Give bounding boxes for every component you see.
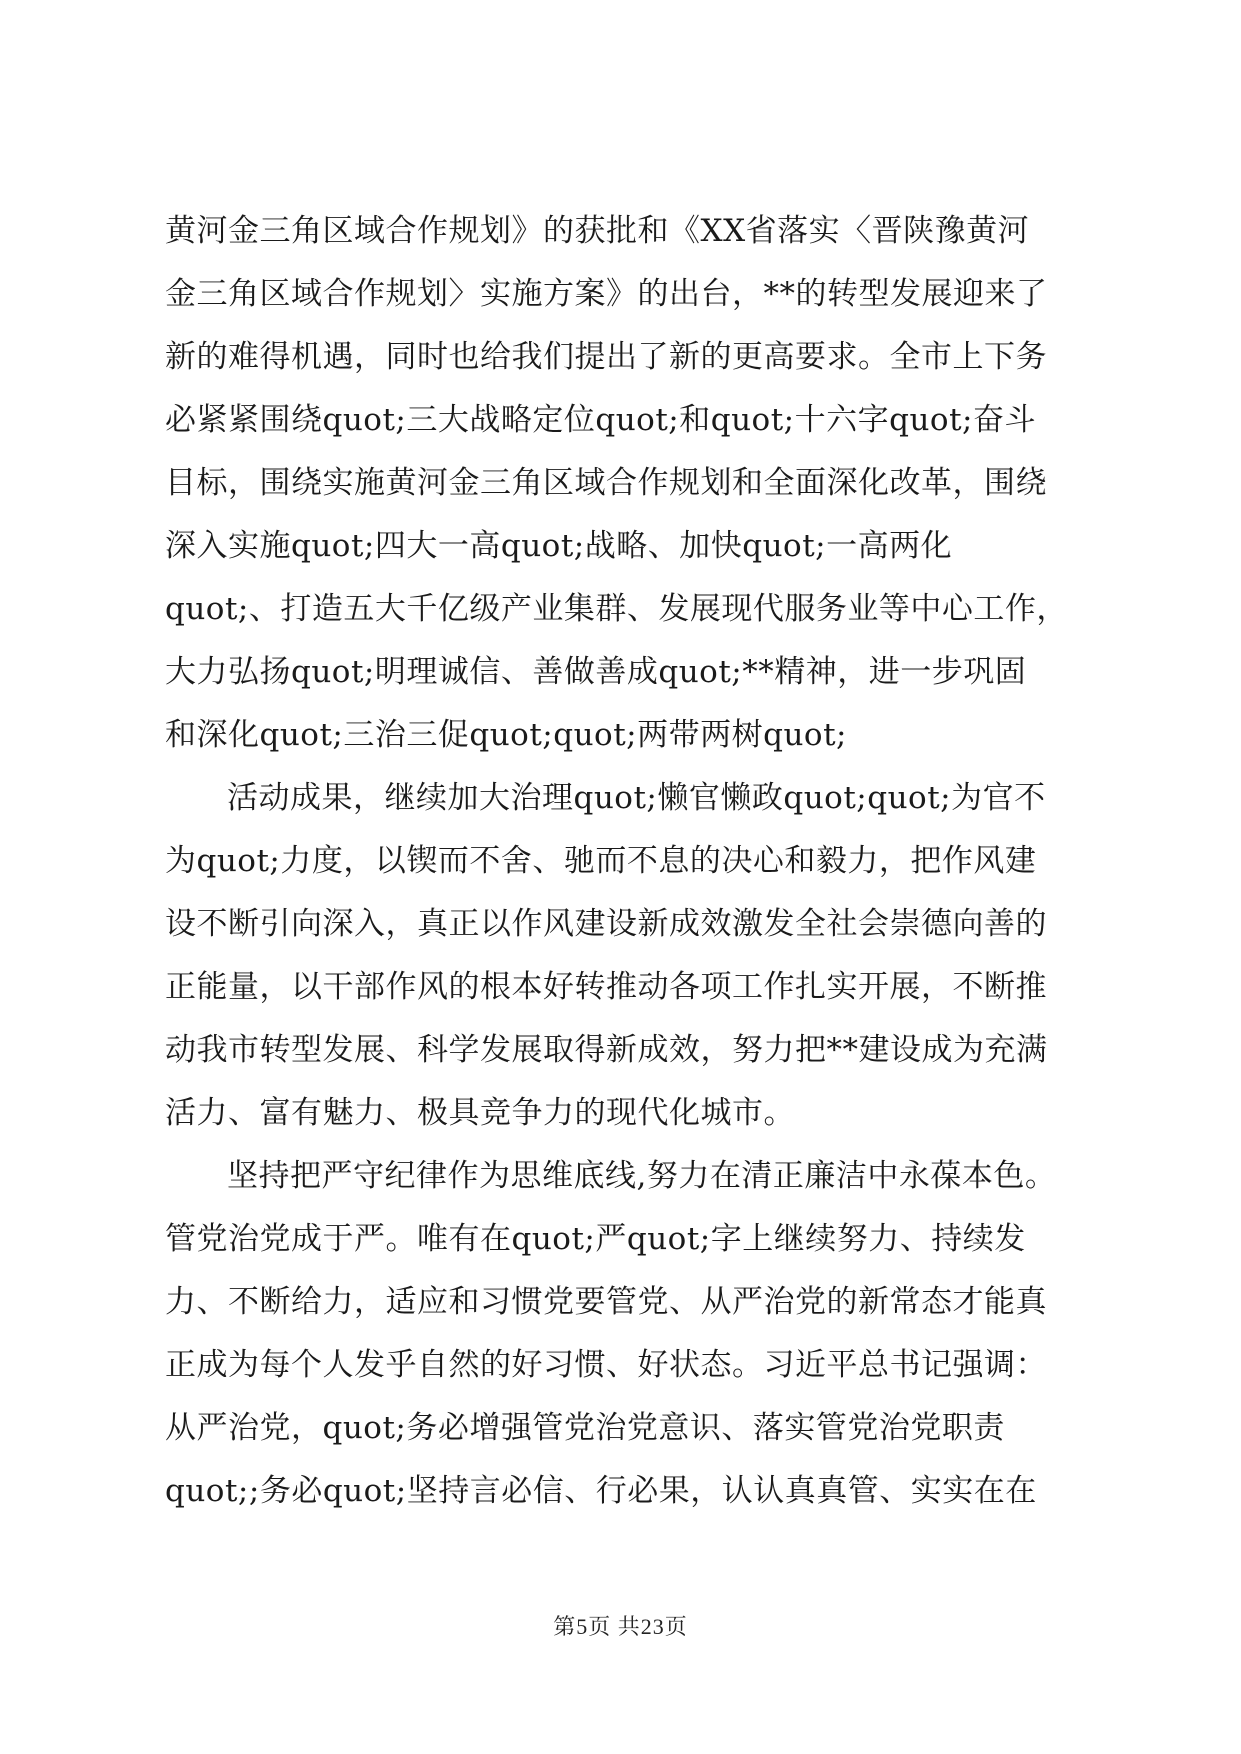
text-line: 管党治党成于严。唯有在quot;严quot;字上继续努力、持续发 (165, 1221, 1026, 1257)
text-line: 为quot;力度，以锲而不舍、驰而不息的决心和毅力，把作风建 (165, 843, 1037, 879)
document-body (165, 200, 1085, 1523)
text-line: 目标，围绕实施黄河金三角区域合作规划和全面深化改革，围绕 (165, 465, 1047, 501)
text-line: 大力弘扬quot;明理诚信、善做善成quot;**精神，进一步巩固 (165, 654, 1027, 690)
text-line: 黄河金三角区域合作规划》的获批和《XX省落实〈晋陕豫黄河 (165, 213, 1030, 249)
text-line: 深入实施quot;四大一高quot;战略、加快quot;一高两化 (165, 528, 953, 564)
text-line: 正能量，以干部作风的根本好转推动各项工作扎实开展，不断推 (165, 969, 1047, 1005)
text-line: 金三角区域合作规划〉实施方案》的出台，**的转型发展迎来了 (165, 276, 1048, 312)
text-line: 必紧紧围绕quot;三大战略定位quot;和quot;十六字quot;奋斗 (165, 402, 1036, 438)
text-line: 和深化quot;三治三促quot;quot;两带两树quot; (165, 717, 847, 753)
paragraph-1 (165, 200, 1085, 767)
text-line: 活动成果，继续加大治理quot;懒官懒政quot;quot;为官不 (227, 780, 1046, 816)
text-line: 设不断引向深入，真正以作风建设新成效激发全社会崇德向善的 (165, 906, 1047, 942)
text-line: quot;、打造五大千亿级产业集群、发展现代服务业等中心工作， (165, 591, 1068, 627)
text-line: 坚持把严守纪律作为思维底线,努力在清正廉洁中永葆本色。 (227, 1158, 1057, 1194)
text-line: quot;;务必quot;坚持言必信、行必果，认认真真管、实实在在 (165, 1473, 1037, 1509)
text-line: 正成为每个人发乎自然的好习惯、好状态。习近平总书记强调： (165, 1347, 1047, 1383)
text-line: 从严治党，quot;务必增强管党治党意识、落实管党治党职责 (165, 1410, 1005, 1446)
page-number-footer: 第5页 共23页 (553, 1614, 688, 1639)
text-line: 新的难得机遇，同时也给我们提出了新的更高要求。全市上下务 (165, 339, 1047, 375)
text-line: 动我市转型发展、科学发展取得新成效，努力把**建设成为充满 (165, 1032, 1048, 1068)
text-line: 力、不断给力，适应和习惯党要管党、从严治党的新常态才能真 (165, 1284, 1047, 1320)
paragraph-3 (165, 1145, 1085, 1523)
text-line: 活力、富有魅力、极具竞争力的现代化城市。 (165, 1095, 795, 1131)
paragraph-2 (165, 767, 1085, 1145)
